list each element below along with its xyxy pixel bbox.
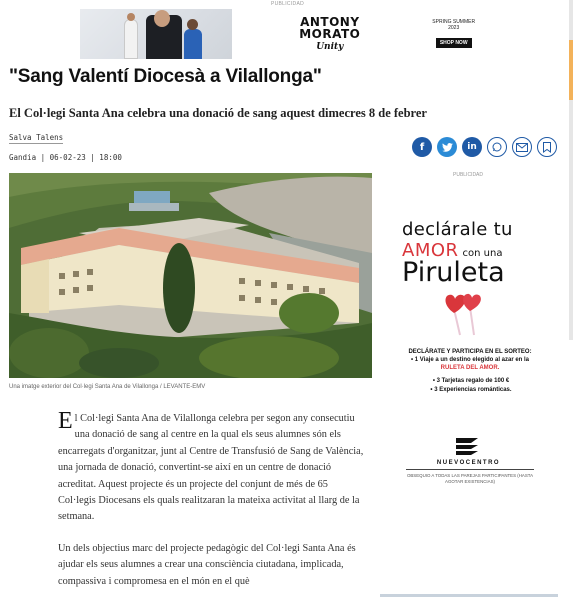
ad-model-right-head: [187, 19, 198, 30]
author-link[interactable]: Salva Talens: [9, 133, 64, 142]
photo-caption: Una imatge exterior del Col·legi Santa Ana de Vilallonga / LEVANTE-EMV: [9, 384, 206, 390]
side-ad-label: PUBLICIDAD: [453, 172, 484, 178]
ad-amor-word: AMOR: [402, 240, 459, 261]
page-scrollbar[interactable]: [569, 0, 573, 340]
whatsapp-icon[interactable]: [487, 137, 507, 157]
facebook-icon[interactable]: f: [412, 137, 432, 157]
ad-line-declarale: declárale tu: [402, 219, 513, 240]
bottom-progress-bar: [380, 594, 558, 597]
ad-brand-sub: Unity: [316, 42, 344, 52]
nuevocentro-logo-icon: [454, 435, 480, 457]
ad-prize-1: • 3 Tarjetas regalo de 100 €: [432, 378, 510, 384]
ad-prizes: [406, 377, 536, 396]
ad-brand-logo: [270, 16, 389, 52]
ad-con-una: con una: [462, 248, 503, 259]
email-icon[interactable]: [512, 137, 532, 157]
article-subhead: El Col·legi Santa Ana celebra una donació de sang aquest dimecres 8 de febrer: [9, 106, 427, 120]
side-banner-ad[interactable]: [396, 185, 541, 520]
linkedin-icon[interactable]: in: [462, 137, 482, 157]
ad-line-piruleta: Piruleta: [402, 257, 505, 288]
ad-brand-name: ANTONY MORATO: [299, 15, 361, 41]
article-main-photo: [9, 173, 372, 378]
article-dateline: Gandia | 06-02-23 | 18:00: [9, 153, 122, 162]
ad-cta-line2: • 1 Viaje a un destino elegido al azar en la: [410, 357, 530, 364]
ad-model-left: [124, 19, 138, 59]
ad-model-left-head: [127, 13, 135, 21]
ad-footnote: OBSEQUIO A TODAS LAS PAREJAS PARTICIPANTES (HASTA AGOTAR EXISTENCIAS): [406, 473, 534, 484]
top-banner-ad[interactable]: [80, 9, 480, 59]
ad-model-center-head: [154, 10, 170, 27]
twitter-icon[interactable]: [437, 137, 457, 157]
ad-cta-line3: RULETA DEL AMOR.: [440, 365, 500, 372]
ad-divider: [406, 469, 534, 470]
ad-models-photo: [80, 9, 232, 59]
ad-prize-2: • 3 Experiencias románticas.: [430, 387, 512, 394]
ad-brand-nuevocentro: NUEVOCENTRO: [436, 460, 501, 466]
paragraph-1-text: l Col·legi Santa Ana de Vilallonga celebra per segon any consecutiu una donació de sang al centre en la qual els seus alumnes són els encarregats d'organitzar, junt al Centre de Transfusió de Sang de València, una jornada de donació, convertint-se així en un centre de donació acreditat. Aquest projecte és un projecte del conjunt de més de 65 Col·legis Diocesans els quals realitzaran la mateixa activitat al llarg de la setmana.: [58, 413, 364, 523]
top-ad-label: PUBLICIDAD: [270, 1, 304, 7]
share-bar: [412, 137, 557, 157]
scrollbar-thumb[interactable]: [569, 40, 573, 100]
shop-now-button[interactable]: SHOP NOW: [436, 38, 472, 48]
article-paragraph-2: Un dels objectius marc del projecte pedagògic del Col·legi Santa Ana és ajudar els seus alumnes a crear una consciència ciutadana, implicada, compassiva i compromesa en el món en el què: [58, 542, 356, 587]
ad-cta-line1: DECLÁRATE Y PARTICIPA EN EL SORTEO:: [408, 349, 532, 355]
ad-season: SPRING SUMMER 2023: [432, 19, 476, 31]
heart-lollipop-icon: [440, 289, 486, 337]
ad-model-right: [184, 29, 202, 59]
article-headline: "Sang Valentí Diocesà a Vilallonga": [9, 66, 322, 87]
article-body: [58, 408, 366, 590]
ad-cta-text: [400, 348, 540, 372]
ad-right-block: [427, 19, 480, 49]
bookmark-icon[interactable]: [537, 137, 557, 157]
dropcap-letter: E: [58, 408, 73, 434]
article-paragraph-1: [58, 408, 366, 526]
